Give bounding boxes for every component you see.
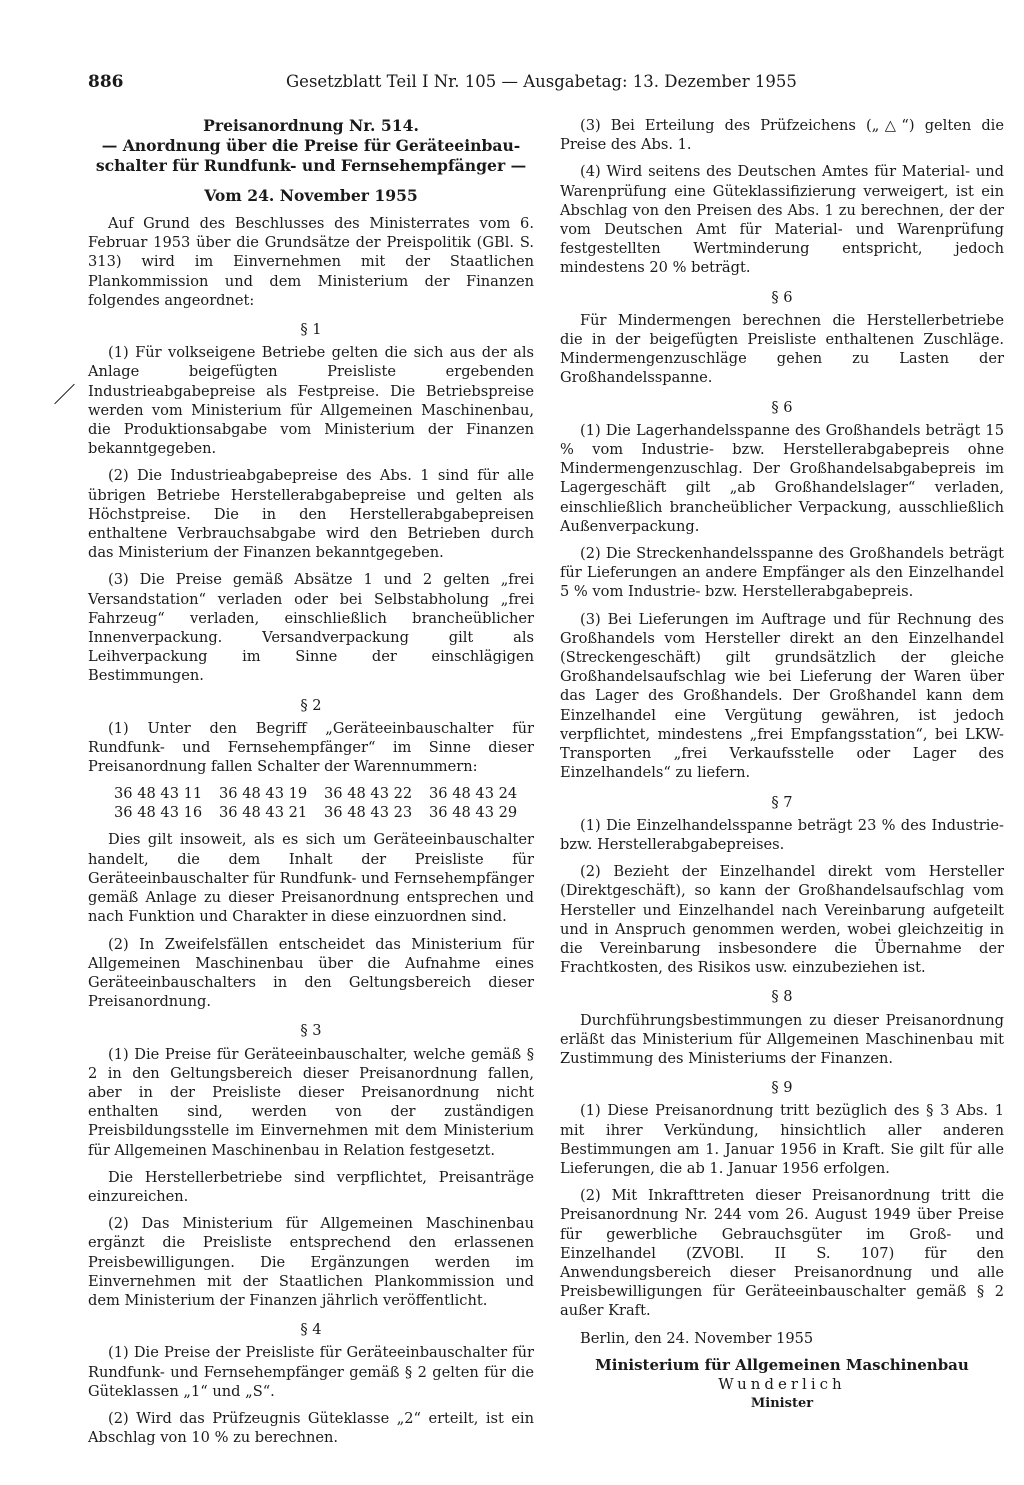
paragraph: (2) Wird das Prüfzeugnis Güteklasse „2“ erteilt, ist ein Abschlag von 10 % zu berechnen. <box>88 1409 534 1447</box>
section-heading: § 6 <box>771 288 793 306</box>
paragraph: (1) Die Einzelhandelsspanne beträgt 23 % des Industrie- bzw. Herstellerabgabepreises. <box>560 816 1004 853</box>
ware-number: 36 48 43 19 <box>219 785 308 803</box>
section-heading: § 9 <box>771 1079 793 1097</box>
signer-role: Minister <box>750 1396 814 1412</box>
paragraph: (1) Die Lagerhandelsspanne des Großhandels beträgt 15 % vom Industrie- bzw. Herstellerabgabepreis ohne Mindermengenzuschlag. Der Großhandelsabgabepreis im Lagergeschäft gilt „ab Großhandelslager“ verladen, einschließlich brancheüblicher Verpackung, ausschließlich Außenverpackung. <box>560 421 1004 535</box>
paragraph: Für Mindermengen berechnen die Herstellerbetriebe die in der beigefügten Preisliste enthaltenen Zuschläge. Mindermengenzuschläge gehen zu Lasten der Großhandelsspanne. <box>560 311 1004 387</box>
paragraph: (2) Die Streckenhandelsspanne des Großhandels beträgt für Lieferungen an andere Empfänger als den Einzelhandel 5 % vom Industrie- bzw. Herstellerabgabepreis. <box>560 545 1004 601</box>
section-heading: § 4 <box>300 1321 322 1339</box>
decree-title: Preisanordnung Nr. 514. <box>203 116 419 135</box>
ware-number: 36 48 43 29 <box>429 804 518 822</box>
paragraph: Die Herstellerbetriebe sind verpflichtet, Preisanträge einzureichen. <box>88 1168 534 1205</box>
paragraph: Durchführungsbestimmungen zu dieser Preisanordnung erläßt das Ministerium für Allgemeinen Maschinenbau mit Zustimmung des Ministeriums der Finanzen. <box>560 1011 1004 1067</box>
paragraph: (2) In Zweifelsfällen entscheidet das Ministerium für Allgemeinen Maschinenbau über die Aufnahme eines Geräteeinbauschalters in den Geltungsbereich dieser Preisanordnung. <box>88 935 534 1011</box>
paragraph: (1) Unter den Begriff „Geräteeinbauschalter für Rundfunk- und Fernsehempfänger“ im Sinne dieser Preisanordnung fallen Schalter der Warennummern: <box>88 719 534 776</box>
paragraph: (1) Diese Preisanordnung tritt bezüglich des § 3 Abs. 1 mit ihrer Verkündung, hinsichtlich aller anderen Bestimmungen am 1. Januar 1956 in Kraft. Sie gilt für alle Lieferungen, die ab 1. Januar 1956 erfolgen. <box>560 1102 1004 1177</box>
section-heading: § 1 <box>300 321 322 339</box>
paragraph: (1) Die Preise der Preisliste für Geräteeinbauschalter für Rundfunk- und Fernsehempfänger gemäß § 2 gelten für die Güteklassen „1“ und „S“. <box>88 1344 534 1400</box>
signer-name: Wunderlich <box>718 1374 846 1393</box>
left-column <box>88 116 534 1455</box>
paragraph: Dies gilt insoweit, als es sich um Geräteeinbauschalter handelt, die dem Inhalt der Preisliste für Geräteeinbauschalter für Rundfunk- und Fernsehempfänger gemäß Anlage zu dieser Preisanordnung entsprechen und nach Funktion und Charakter in diese einzuordnen sind. <box>88 831 534 926</box>
margin-pencil-mark <box>54 384 75 405</box>
decree-subtitle-line1: — Anordnung über die Preise für Geräteeinbau- <box>101 136 521 155</box>
paragraph: (2) Das Ministerium für Allgemeinen Maschinenbau ergänzt die Preisliste entsprechend den erlassenen Preisbewilligungen. Die Ergänzungen werden im Einvernehmen mit der Staatlichen Plankommission und dem Ministerium der Finanzen jährlich veröffentlicht. <box>88 1215 534 1309</box>
paragraph: (3) Die Preise gemäß Absätze 1 und 2 gelten „frei Versandstation“ verladen oder bei Selbstabholung „frei Fahrzeug“ verladen, einschließlich brancheüblicher Innenverpackung. Versandverpackung gilt als Leihverpackung im Sinne der einschlägigen Bestimmungen. <box>88 571 534 685</box>
section-heading: § 6 <box>771 398 793 416</box>
paragraph: (3) Bei Erteilung des Prüfzeichens („△“) gelten die Preise des Abs. 1. <box>560 117 1004 154</box>
section-heading: § 8 <box>771 988 793 1006</box>
decree-subtitle-line2: schalter für Rundfunk- und Fernsehempfänger — <box>95 156 527 175</box>
section-heading: § 7 <box>771 793 793 811</box>
paragraph: (2) Bezieht der Einzelhandel direkt vom Hersteller (Direktgeschäft), so kann der Großhandelsaufschlag vom Hersteller und Einzelhandel nach Vereinbarung aufgeteilt und in Anspruch genommen werden, wobei gleichzeitig in die Vereinbarung insbesondere die Übernahme der Frachtkosten, des Risikos usw. einzubeziehen ist. <box>560 863 1004 977</box>
ware-number: 36 48 43 24 <box>429 785 518 803</box>
ware-number: 36 48 43 21 <box>219 804 308 822</box>
paragraph: (2) Mit Inkrafttreten dieser Preisanordnung tritt die Preisanordnung Nr. 244 vom 26. August 1949 über Preise für gewerbliche Gebrauchsgüter im Groß- und Einzelhandel (ZVOBl. II S. 107) für den Anwendungsbereich dieser Preisanordnung und alle Preisbewilligungen für Geräteeinbauschalter gemäß § 2 außer Kraft. <box>560 1187 1004 1320</box>
page-number: 886 <box>88 72 124 92</box>
ware-number: 36 48 43 23 <box>324 804 413 822</box>
ware-number: 36 48 43 16 <box>114 804 203 822</box>
paragraph: (3) Bei Lieferungen im Auftrage und für Rechnung des Großhandels vom Hersteller direkt an den Einzelhandel (Streckengeschäft) gilt grundsätzlich der gleiche Großhandelsaufschlag wie bei Lieferung der Waren über das Lager des Großhandels. Der Großhandel kann dem Einzelhandel eine Vergütung gewähren, ist jedoch verpflichtet, mindestens „frei Empfangsstation“, bei LKW-Transporten „frei Verkaufsstelle oder Lager des Einzelhandels“ zu liefern. <box>560 610 1004 782</box>
ware-number-table <box>88 784 534 822</box>
paragraph: (2) Die Industrieabgabepreise des Abs. 1 sind für alle übrigen Betriebe Herstellerabgabepreise und gelten als Höchstpreise. Die in den Herstellerabgabepreisen enthaltene Verbrauchsabgabe wird den Betrieben durch das Ministerium der Finanzen bekanntgegeben. <box>88 467 534 562</box>
place-date: Berlin, den 24. November 1955 <box>580 1329 814 1347</box>
page-header <box>88 72 1008 96</box>
paragraph: (4) Wird seitens des Deutschen Amtes für Material- und Warenprüfung eine Güteklassifizierung verweigert, ist ein Abschlag von den Preisen des Abs. 1 zu berechnen, der der vom Deutschen Amt für Material- und Warenprüfung festgestellten Wertminderung entspricht, jedoch mindestens 20 % beträgt. <box>560 163 1004 277</box>
preamble: Auf Grund des Beschlusses des Ministerrates vom 6. Februar 1953 über die Grundsätze der Preispolitik (GBl. S. 313) wird im Einvernehmen mit der Staatlichen Plankommission und dem Ministerium der Finanzen folgendes angeordnet: <box>88 215 534 309</box>
decree-date: Vom 24. November 1955 <box>204 186 418 205</box>
ware-number: 36 48 43 11 <box>114 785 203 803</box>
right-column <box>560 116 1004 1413</box>
ware-number: 36 48 43 22 <box>324 785 413 803</box>
running-header: Gesetzblatt Teil I Nr. 105 — Ausgabetag: 13. Dezember 1955 <box>286 72 797 91</box>
paragraph: (1) Für volkseigene Betriebe gelten die sich aus der als Anlage beigefügten Preisliste ergebenden Industrieabgabepreise als Festpreise. Die Betriebspreise werden vom Ministerium für Allgemeinen Maschinenbau, die Produktionsabgabe vom Ministerium der Finanzen bekanntgegeben. <box>88 344 534 458</box>
signature-block <box>560 1356 1004 1414</box>
section-heading: § 3 <box>300 1022 322 1040</box>
section-heading: § 2 <box>300 696 322 714</box>
ministry-name: Ministerium für Allgemeinen Maschinenbau <box>595 1355 969 1374</box>
paragraph: (1) Die Preise für Geräteeinbauschalter, welche gemäß § 2 in den Geltungsbereich dieser Preisanordnung fallen, aber in der Preisliste dieser Preisanordnung nicht enthalten sind, werden von der zuständigen Preisbildungsstelle im Einvernehmen mit dem Ministerium für Allgemeinen Maschinenbau in Relation festgesetzt. <box>88 1045 534 1159</box>
